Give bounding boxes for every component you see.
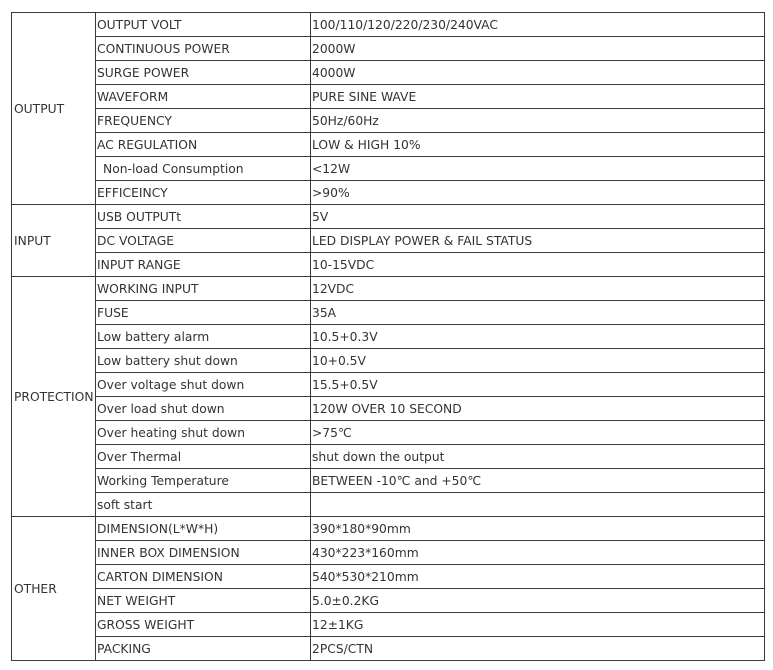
table-row: [12, 541, 765, 565]
table-row: [12, 61, 765, 85]
table-row: [12, 469, 765, 493]
spec-label: SURGE POWER: [96, 61, 311, 85]
table-row: [12, 613, 765, 637]
spec-value: 10.5+0.3V: [311, 325, 765, 349]
spec-label: CARTON DIMENSION: [96, 565, 311, 589]
table-row: [12, 13, 765, 37]
table-row: [12, 253, 765, 277]
spec-value: >90%: [311, 181, 765, 205]
table-row: [12, 205, 765, 229]
table-row: [12, 109, 765, 133]
spec-value: 15.5+0.5V: [311, 373, 765, 397]
spec-label: WORKING INPUT: [96, 277, 311, 301]
table-row: [12, 229, 765, 253]
spec-table: [11, 12, 765, 661]
group-label-other: OTHER: [12, 517, 96, 661]
spec-value: PURE SINE WAVE: [311, 85, 765, 109]
spec-value: 100/110/120/220/230/240VAC: [311, 13, 765, 37]
group-label-protection: PROTECTION: [12, 277, 96, 517]
spec-value: 430*223*160mm: [311, 541, 765, 565]
spec-label: Non-load Consumption: [96, 157, 311, 181]
spec-label: NET WEIGHT: [96, 589, 311, 613]
spec-label: GROSS WEIGHT: [96, 613, 311, 637]
table-row: [12, 565, 765, 589]
table-row: [12, 445, 765, 469]
spec-value: shut down the output: [311, 445, 765, 469]
spec-label: FUSE: [96, 301, 311, 325]
spec-value: LOW & HIGH 10%: [311, 133, 765, 157]
spec-label: DIMENSION(L*W*H): [96, 517, 311, 541]
table-row: [12, 517, 765, 541]
table-row: [12, 589, 765, 613]
spec-label: Working Temperature: [96, 469, 311, 493]
spec-value: 390*180*90mm: [311, 517, 765, 541]
spec-value: 12±1KG: [311, 613, 765, 637]
spec-value: [311, 493, 765, 517]
spec-label: USB OUTPUTt: [96, 205, 311, 229]
group-label-input: INPUT: [12, 205, 96, 277]
table-row: [12, 349, 765, 373]
table-row: [12, 493, 765, 517]
table-row: [12, 133, 765, 157]
table-row: [12, 397, 765, 421]
spec-value: 2000W: [311, 37, 765, 61]
spec-label: INPUT RANGE: [96, 253, 311, 277]
spec-value: LED DISPLAY POWER & FAIL STATUS: [311, 229, 765, 253]
spec-label: Over load shut down: [96, 397, 311, 421]
table-row: [12, 301, 765, 325]
spec-label: soft start: [96, 493, 311, 517]
spec-value: <12W: [311, 157, 765, 181]
spec-label: Low battery shut down: [96, 349, 311, 373]
spec-value: BETWEEN -10℃ and +50℃: [311, 469, 765, 493]
spec-value: 2PCS/CTN: [311, 637, 765, 661]
spec-value: 10-15VDC: [311, 253, 765, 277]
table-row: [12, 85, 765, 109]
spec-label: DC VOLTAGE: [96, 229, 311, 253]
spec-label: PACKING: [96, 637, 311, 661]
table-row: [12, 373, 765, 397]
spec-value: >75℃: [311, 421, 765, 445]
table-row: [12, 421, 765, 445]
spec-label: AC REGULATION: [96, 133, 311, 157]
spec-label: OUTPUT VOLT: [96, 13, 311, 37]
spec-label: Over voltage shut down: [96, 373, 311, 397]
spec-label: FREQUENCY: [96, 109, 311, 133]
spec-value: 5.0±0.2KG: [311, 589, 765, 613]
spec-label: WAVEFORM: [96, 85, 311, 109]
spec-value: 50Hz/60Hz: [311, 109, 765, 133]
table-row: [12, 277, 765, 301]
spec-value: 540*530*210mm: [311, 565, 765, 589]
table-row: [12, 325, 765, 349]
spec-label: INNER BOX DIMENSION: [96, 541, 311, 565]
spec-label: CONTINUOUS POWER: [96, 37, 311, 61]
table-row: [12, 637, 765, 661]
spec-value: 12VDC: [311, 277, 765, 301]
spec-label: Low battery alarm: [96, 325, 311, 349]
spec-label: Over heating shut down: [96, 421, 311, 445]
group-label-output: OUTPUT: [12, 13, 96, 205]
spec-label: EFFICEINCY: [96, 181, 311, 205]
spec-value: 35A: [311, 301, 765, 325]
spec-value: 10+0.5V: [311, 349, 765, 373]
spec-value: 5V: [311, 205, 765, 229]
table-row: [12, 37, 765, 61]
table-row: [12, 181, 765, 205]
spec-value: 4000W: [311, 61, 765, 85]
spec-value: 120W OVER 10 SECOND: [311, 397, 765, 421]
spec-label: Over Thermal: [96, 445, 311, 469]
table-row: [12, 157, 765, 181]
